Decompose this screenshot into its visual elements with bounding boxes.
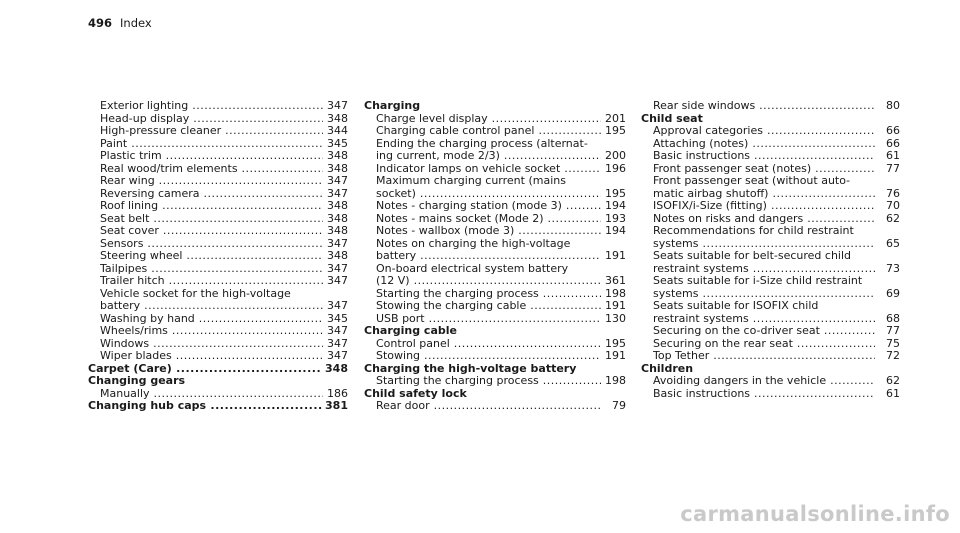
index-entry-label — [653, 163, 900, 174]
index-subentry — [364, 300, 626, 313]
index-entry-label — [376, 300, 626, 311]
page-reference: 348 — [323, 200, 348, 211]
index-entry-text: Paint — [100, 137, 128, 149]
index-subentry — [364, 163, 626, 176]
index-entry-label — [376, 288, 626, 299]
index-subentry — [364, 125, 626, 138]
index-entry-label — [653, 350, 900, 361]
index-entry-text: Stowing — [376, 350, 421, 361]
index-subentry — [641, 388, 900, 401]
index-entry-text: Wheels/rims — [100, 325, 168, 336]
index-entry-label — [364, 325, 626, 336]
page-reference: 348 — [323, 150, 348, 161]
index-entry-label — [100, 275, 348, 286]
index-entry-text: Children — [641, 362, 694, 374]
index-entry-label — [376, 313, 626, 324]
page-reference: 75 — [875, 338, 900, 349]
index-subentry — [88, 125, 348, 138]
page-header — [88, 18, 152, 30]
index-entry-text: Child seat — [641, 112, 703, 124]
page-reference: 79 — [601, 400, 626, 411]
index-entry-text: Charging cable control panel — [376, 125, 535, 136]
index-entry-label — [653, 200, 900, 211]
index-entry-continuation: Front passenger seat (without auto- — [653, 175, 851, 187]
page-reference: 344 — [323, 125, 348, 136]
index-entry-label — [653, 100, 900, 111]
page-reference: 348 — [323, 225, 348, 236]
page-reference: 66 — [875, 138, 900, 149]
index-entry-text: Exterior lighting — [100, 100, 189, 111]
index-entry-label — [653, 313, 900, 324]
index-entry-text: Wiper blades — [100, 350, 172, 361]
index-subentry — [88, 238, 348, 251]
index-entry-label — [653, 125, 900, 136]
index-subentry — [641, 200, 900, 213]
index-subentry — [88, 100, 348, 113]
index-entry-text: Changing hub caps — [88, 400, 207, 411]
index-entry-label — [376, 375, 626, 386]
page-reference: 196 — [601, 163, 626, 174]
index-subentry — [364, 188, 626, 201]
index-entry-label — [100, 163, 348, 174]
index-subentry — [641, 100, 900, 113]
index-subentry — [88, 388, 348, 401]
index-entry-text: (12 V) — [376, 275, 410, 286]
index-entry-label — [376, 275, 626, 286]
index-entry-label — [100, 100, 348, 111]
index-entry-text: ing current, mode 2/3) — [376, 150, 500, 161]
page-reference: 193 — [601, 213, 626, 224]
index-heading — [88, 400, 348, 413]
index-entry-text: Top Tether — [653, 350, 710, 361]
page-reference: 201 — [601, 113, 626, 124]
index-entry-text: socket) — [376, 187, 416, 199]
index-entry-text: battery — [376, 250, 417, 261]
index-entry-label — [376, 113, 626, 124]
index-entry-label — [100, 313, 348, 324]
index-entry-text: Securing on the rear seat — [653, 337, 793, 349]
page-reference: 69 — [875, 288, 900, 299]
index-subentry — [364, 375, 626, 388]
index-entry-label — [641, 363, 900, 374]
page-reference: 347 — [323, 175, 348, 186]
index-entry-text: Approval categories — [653, 125, 763, 136]
page-reference: 348 — [323, 213, 348, 224]
index-subentry — [88, 163, 348, 176]
page-reference: 381 — [322, 400, 348, 411]
index-subentry — [88, 250, 348, 263]
index-entry-label — [376, 250, 626, 261]
index-entry-label — [376, 225, 626, 236]
index-entry-label — [100, 250, 348, 261]
page-reference: 66 — [875, 125, 900, 136]
index-entry-text: Steering wheel — [100, 250, 183, 261]
index-entry-label — [653, 338, 900, 349]
index-subentry — [88, 350, 348, 363]
index-entry-continuation: On-board electrical system battery — [376, 262, 569, 275]
page-reference: 77 — [875, 163, 900, 174]
index-subentry — [641, 375, 900, 388]
index-entry-label — [653, 213, 900, 224]
index-entry-text: Charge level display — [376, 112, 488, 124]
index-subentry — [364, 225, 626, 238]
index-subentry — [641, 138, 900, 151]
index-subentry — [88, 275, 348, 288]
index-subentry — [364, 313, 626, 326]
index-entry-label — [364, 388, 626, 399]
index-subentry — [88, 188, 348, 201]
index-heading — [641, 113, 900, 126]
page-reference: 347 — [323, 238, 348, 249]
index-subentry — [88, 225, 348, 238]
index-entry-label — [100, 175, 348, 186]
index-entry-text: Notes - mains socket (Mode 2) — [376, 212, 544, 224]
page-reference: 348 — [323, 250, 348, 261]
index-subentry — [641, 313, 900, 326]
index-entry-label — [653, 388, 900, 399]
index-subentry — [88, 300, 348, 313]
page-reference: 61 — [875, 150, 900, 161]
page-reference: 347 — [323, 263, 348, 274]
index-entry-label — [100, 200, 348, 211]
page-reference: 77 — [875, 325, 900, 336]
index-subentry — [88, 263, 348, 276]
index-entry-label — [376, 163, 626, 174]
index-entry-text: Seat belt — [100, 212, 150, 224]
index-heading — [364, 363, 626, 376]
index-entry-continuation: Seats suitable for belt-secured child — [653, 250, 852, 262]
page-reference: 198 — [601, 375, 626, 386]
index-subentry — [641, 188, 900, 201]
page-reference: 61 — [875, 388, 900, 399]
page-reference: 76 — [875, 188, 900, 199]
index-subentry — [364, 113, 626, 126]
index-subentry — [364, 350, 626, 363]
page-reference: 347 — [323, 275, 348, 286]
index-entry-text: Rear side windows — [653, 100, 756, 111]
index-entry-text: Windows — [100, 337, 150, 349]
page-reference: 347 — [323, 188, 348, 199]
index-entry-text: Carpet (Care) — [88, 362, 172, 374]
index-entry-text: Manually — [100, 387, 150, 399]
page-reference: 191 — [601, 350, 626, 361]
index-entry-label — [653, 263, 900, 274]
index-entry-label — [653, 150, 900, 161]
index-entry-text: Charging — [364, 100, 421, 111]
index-entry-text: Rear wing — [100, 175, 155, 186]
index-entry-text: Roof lining — [100, 200, 159, 211]
index-entry-text: Tailpipes — [100, 262, 148, 274]
index-subentry — [88, 175, 348, 188]
index-subentry — [364, 338, 626, 351]
index-subentry — [88, 338, 348, 351]
page-reference: 80 — [875, 100, 900, 111]
index-entry-text: battery — [100, 300, 141, 311]
index-entry-text: High-pressure cleaner — [100, 125, 222, 136]
index-entry-label — [100, 238, 348, 249]
index-entry-label — [100, 225, 348, 236]
page-reference: 191 — [601, 300, 626, 311]
page-reference: 347 — [323, 338, 348, 349]
index-entry-label — [100, 188, 348, 199]
index-entry-text: Attaching (notes) — [653, 137, 749, 149]
index-subentry — [364, 275, 626, 288]
page-reference: 191 — [601, 250, 626, 261]
index-entry-continuation: Seats suitable for i-Size child restraint — [653, 275, 863, 287]
page-reference: 70 — [875, 200, 900, 211]
index-heading — [88, 363, 348, 376]
index-entry-continuation: Notes on charging the high-voltage — [376, 237, 571, 250]
index-entry-text: Rear door — [376, 400, 430, 411]
page-reference: 347 — [323, 300, 348, 311]
index-entry-label — [653, 375, 900, 386]
index-entry-continuation: Vehicle socket for the high-voltage — [100, 287, 291, 300]
index-entry-label — [88, 363, 348, 374]
index-subentry — [88, 325, 348, 338]
page-reference: 65 — [875, 238, 900, 249]
page-reference: 347 — [323, 100, 348, 111]
index-entry-text: ISOFIX/i-Size (fitting) — [653, 200, 767, 211]
index-subentry — [641, 288, 900, 301]
index-subentry — [88, 313, 348, 326]
index-entry-label — [376, 200, 626, 211]
index-entry-label — [100, 325, 348, 336]
index-heading — [88, 375, 348, 388]
index-entry-continuation: Recommendations for child restraint — [653, 225, 854, 237]
page-reference: 345 — [323, 138, 348, 149]
page-reference: 347 — [323, 350, 348, 361]
page-reference: 62 — [875, 375, 900, 386]
section-title: Index — [120, 16, 152, 30]
index-entry-continuation: Ending the charging process (alternat- — [376, 137, 588, 150]
index-subentry — [88, 113, 348, 126]
index-entry-label — [100, 150, 348, 161]
page-reference: 195 — [601, 188, 626, 199]
index-subentry — [641, 125, 900, 138]
index-entry-text: Starting the charging process — [376, 375, 539, 386]
page-reference: 200 — [601, 150, 626, 161]
index-subentry — [641, 238, 900, 251]
index-entry-label — [376, 338, 626, 349]
index-entry-text: Seat cover — [100, 225, 159, 236]
index-entry-label — [653, 325, 900, 336]
index-entry-label — [653, 238, 900, 249]
page-reference: 345 — [323, 313, 348, 324]
index-entry-label — [364, 100, 626, 111]
index-entry-text: Front passenger seat (notes) — [653, 162, 812, 174]
index-subentry — [88, 213, 348, 226]
index-entry-label — [100, 138, 348, 149]
index-column-2 — [364, 100, 626, 413]
page-reference: 348 — [322, 363, 348, 374]
index-heading — [364, 100, 626, 113]
index-subentry — [364, 288, 626, 301]
page-reference: 130 — [601, 313, 626, 324]
index-heading — [641, 363, 900, 376]
index-subentry — [641, 150, 900, 163]
index-entry-label — [100, 338, 348, 349]
index-entry-label — [88, 400, 348, 411]
index-entry-text: Control panel — [376, 337, 450, 349]
index-entry-label — [100, 125, 348, 136]
index-column-1 — [88, 100, 348, 413]
index-entry-label — [100, 350, 348, 361]
page-reference: 198 — [601, 288, 626, 299]
index-entry-text: Avoiding dangers in the vehicle — [653, 375, 827, 386]
index-subentry — [88, 138, 348, 151]
page-reference: 68 — [875, 313, 900, 324]
index-subentry — [641, 350, 900, 363]
index-entry-label — [100, 388, 348, 399]
index-entry-text: Head-up display — [100, 112, 190, 124]
index-subentry — [641, 338, 900, 351]
index-entry-text: Notes - wallbox (mode 3) — [376, 225, 515, 236]
index-entry-text: restraint systems — [653, 262, 749, 274]
index-entry-text: Reversing camera — [100, 187, 200, 199]
index-entry-label — [376, 188, 626, 199]
index-entry-text: Charging cable — [364, 325, 457, 336]
index-entry-label — [100, 213, 348, 224]
index-entry-text: Notes - charging station (mode 3) — [376, 200, 562, 211]
index-entry-label — [376, 400, 626, 411]
index-entry-label — [88, 375, 348, 386]
page-reference: 195 — [601, 125, 626, 136]
index-entry-text: systems — [653, 237, 699, 249]
index-entry-text: USB port — [376, 312, 425, 324]
watermark: carmanualsonline.info — [680, 502, 950, 526]
index-entry-label — [653, 288, 900, 299]
page-number: 496 — [88, 16, 113, 30]
index-subentry — [641, 163, 900, 176]
index-entry-label — [376, 125, 626, 136]
page-reference: 194 — [601, 200, 626, 211]
index-subentry — [364, 400, 626, 413]
index-entry-text: Indicator lamps on vehicle socket — [376, 162, 561, 174]
page-reference: 348 — [323, 113, 348, 124]
index-entry-text: Plastic trim — [100, 150, 162, 161]
page-reference: 194 — [601, 225, 626, 236]
index-heading — [364, 388, 626, 401]
index-entry-text: Real wood/trim elements — [100, 162, 238, 174]
index-entry-text: Securing on the co-driver seat — [653, 325, 820, 336]
index-entry-label — [100, 263, 348, 274]
index-entry-text: Changing gears — [88, 375, 186, 386]
index-entry-text: Charging the high-voltage battery — [364, 362, 577, 374]
index-subentry — [364, 200, 626, 213]
page-reference: 186 — [323, 388, 348, 399]
index-entry-text: Basic instructions — [653, 387, 751, 399]
index-entry-label — [376, 350, 626, 361]
index-entry-label — [100, 300, 348, 311]
index-entry-text: Washing by hand — [100, 312, 195, 324]
index-entry-label — [376, 150, 626, 161]
index-subentry — [641, 263, 900, 276]
page-reference: 361 — [601, 275, 626, 286]
page-reference: 62 — [875, 213, 900, 224]
page-reference: 195 — [601, 338, 626, 349]
index-entry-text: systems — [653, 287, 699, 299]
index-subentry — [88, 150, 348, 163]
page-reference: 347 — [323, 325, 348, 336]
index-entry-label — [641, 113, 900, 124]
index-subentry — [641, 213, 900, 226]
index-subentry — [364, 150, 626, 163]
index-entry-text: Starting the charging process — [376, 287, 539, 299]
index-heading — [364, 325, 626, 338]
page-reference: 348 — [323, 163, 348, 174]
index-entry-label — [653, 188, 900, 199]
index-entry-text: Sensors — [100, 237, 144, 249]
index-column-3 — [641, 100, 900, 400]
index-entry-text: Stowing the charging cable — [376, 300, 527, 311]
index-subentry — [641, 325, 900, 338]
page-reference: 72 — [875, 350, 900, 361]
index-subentry — [364, 213, 626, 226]
index-entry-text: Basic instructions — [653, 150, 751, 161]
index-entry-label — [653, 138, 900, 149]
index-subentry — [88, 200, 348, 213]
index-entry-label — [100, 113, 348, 124]
index-entry-text: restraint systems — [653, 312, 749, 324]
index-entry-text: matic airbag shutoff) — [653, 187, 769, 199]
index-entry-label — [364, 363, 626, 374]
index-entry-text: Notes on risks and dangers — [653, 212, 804, 224]
index-entry-text: Child safety lock — [364, 387, 467, 399]
index-entry-label — [376, 213, 626, 224]
page-reference: 73 — [875, 263, 900, 274]
index-subentry — [364, 250, 626, 263]
index-entry-continuation: Maximum charging current (mains — [376, 175, 566, 187]
index-entry-continuation: Seats suitable for ISOFIX child — [653, 300, 819, 312]
index-entry-text: Trailer hitch — [100, 275, 165, 286]
